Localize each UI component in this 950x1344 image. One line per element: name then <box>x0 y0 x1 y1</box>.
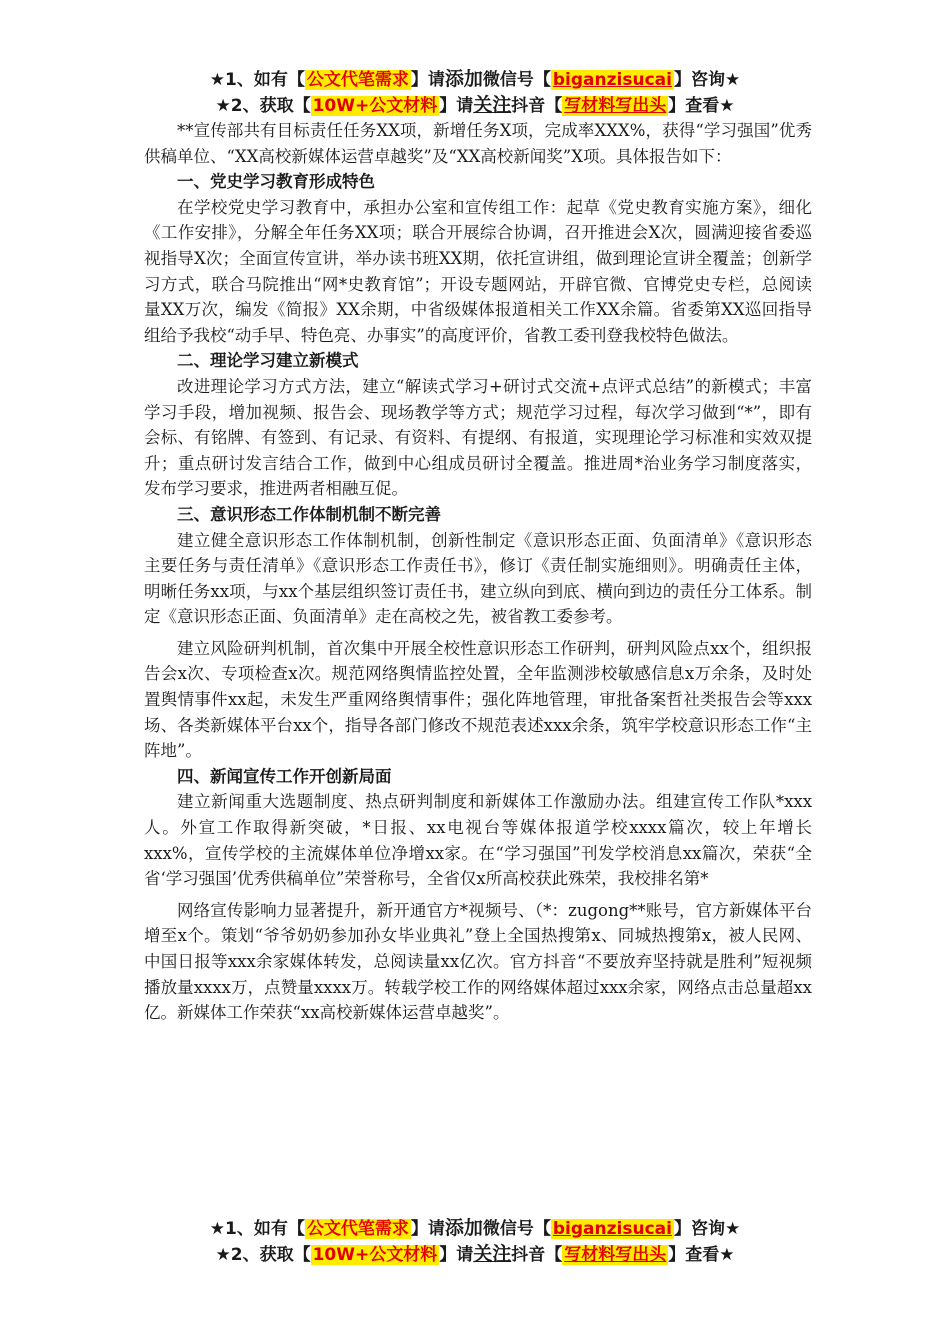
promo-line-1 <box>0 67 950 93</box>
section-paragraph-4b: 网络宣传影响力显著提升，新开通官方*视频号、（*：zugong**账号，官方新媒体平台增至x个。策划“爷爷奶奶参加孙女毕业典礼”登上全国热搜第x、同城热搜第x，被人民网、中国日报等xxx余家媒体转发，总阅读量xx亿次。官方抖音“不要放弃坚持就是胜利”短视频播放量xxxx万，点赞量xxxx万。转载学校工作的网络媒体超过xxx余家，网络点击总量超xx亿。新媒体工作荣获“xx高校新媒体运营卓越奖”。 <box>144 900 812 1023</box>
document-body <box>144 118 812 1026</box>
promo-text: 】咨询★ <box>673 1219 741 1239</box>
section-paragraph-2: 改进理论学习方式方法，建立“解读式学习+研讨式交流+点评式总结”的新模式；丰富学习手段，增加视频、报告会、现场教学等方式；规范学习过程，每次学习做到“*”，即有会标、有铭牌、有签到、有记录、有资料、有提纲、有报道，实现理论学习标准和实效双提升；重点研讨发言结合工作，做到中心组成员研讨全覆盖。推进周*治业务学习制度落实，发布学习要求，推进两者相融互促。 <box>144 376 812 499</box>
highlight-text: 10W+公文材料 <box>312 1245 438 1265</box>
section-paragraph-1: 在学校党史学习教育中，承担办公室和宣传组工作：起草《党史教育实施方案》，细化《工作安排》，分解全年任务XX项；联合开展综合协调，召开推进会X次，圆满迎接省委巡视指导X次；全面宣传宣讲，举办读书班XX期，依托宣讲组，做到理论宣讲全覆盖；创新学习方式，联合马院推出“网*史教育馆”；开设专题网站，开辟官微、官博党史专栏，总阅读量XX万次，编发《简报》XX余期，中省级媒体报道相关工作XX余篇。省委第XX巡回指导组给予我校“动手早、特色亮、办事实”的高度评价，省教工委刊登我校特色做法。 <box>144 197 812 345</box>
emphasis-text: 关注 <box>473 1243 512 1265</box>
promo-line-2 <box>0 1242 950 1268</box>
promo-text: 】请 <box>410 70 445 90</box>
promo-text: 】查看★ <box>668 96 735 116</box>
intro-paragraph: **宣传部共有目标责任任务XX项，新增任务X项，完成率XXX%，获得“学习强国”优秀供稿单位、“XX高校新媒体运营卓越奖”及“XX高校新闻奖”X项。具体报告如下： <box>144 121 812 166</box>
promo-text: 】请 <box>439 1245 474 1265</box>
section-heading-2: 二、理论学习建立新模式 <box>177 351 359 371</box>
promo-text: ★1、如有【 <box>209 1219 305 1239</box>
section-heading-1: 一、党史学习教育形成特色 <box>177 172 375 192</box>
emphasis-text: 添加 <box>444 1217 483 1239</box>
section-heading-4: 四、新闻宣传工作开创新局面 <box>177 766 392 786</box>
highlight-text: 10W+公文材料 <box>312 96 438 116</box>
wechat-id-highlight: biganzisucai <box>552 1219 672 1239</box>
promo-text: 】查看★ <box>668 1245 735 1265</box>
promo-text: 微信号【 <box>482 70 551 90</box>
highlight-text: 公文代笔需求 <box>306 1219 409 1239</box>
highlight-text: 公文代笔需求 <box>306 70 409 90</box>
promo-line-1 <box>0 1216 950 1242</box>
section-paragraph-3a: 建立健全意识形态工作体制机制，创新性制定《意识形态正面、负面清单》《意识形态主要任务与责任清单》《意识形态工作责任书》，修订《责任制实施细则》。明确责任主体，明晰任务xx项，与xx个基层组织签订责任书，建立纵向到底、横向到边的责任分工体系。制定《意识形态正面、负面清单》走在高校之先，被省教工委参考。 <box>144 530 812 627</box>
promo-banner-top <box>0 67 950 119</box>
douyin-id-highlight: 写材料写出头 <box>564 96 667 116</box>
promo-text: 抖音【 <box>511 96 563 116</box>
emphasis-text: 添加 <box>444 68 483 90</box>
emphasis-text: 关注 <box>473 94 512 116</box>
promo-text: ★2、获取【 <box>215 1245 311 1265</box>
promo-text: 微信号【 <box>482 1219 551 1239</box>
section-paragraph-3b: 建立风险研判机制，首次集中开展全校性意识形态工作研判，研判风险点xx个，组织报告会x次、专项检查x次。规范网络舆情监控处置，全年监测涉校敏感信息x万余条，及时处置舆情事件xx起，未发生严重网络舆情事件；强化阵地管理，审批备案哲社类报告会等xxx场、各类新媒体平台xx个，指导各部门修改不规范表述xxx余条，筑牢学校意识形态工作“主阵地”。 <box>144 638 812 761</box>
promo-banner-bottom <box>0 1216 950 1268</box>
douyin-id-highlight: 写材料写出头 <box>564 1245 667 1265</box>
promo-text: ★1、如有【 <box>209 70 305 90</box>
wechat-id-highlight: biganzisucai <box>552 70 672 90</box>
promo-text: 抖音【 <box>511 1245 563 1265</box>
section-heading-3: 三、意识形态工作体制机制不断完善 <box>177 504 441 524</box>
promo-text: 】请 <box>439 96 474 116</box>
section-paragraph-4a: 建立新闻重大选题制度、热点研判制度和新媒体工作激励办法。组建宣传工作队*xxx人。外宣工作取得新突破，*日报、xx电视台等媒体报道学校xxxx篇次，较上年增长xxx%，宣传学校的主流媒体单位净增xx家。在“学习强国”刊发学校消息xx篇次，荣获“全省‘学习强国’优秀供稿单位”荣誉称号，全省仅x所高校获此殊荣，我校排名第* <box>144 792 812 889</box>
promo-text: 】请 <box>410 1219 445 1239</box>
promo-text: ★2、获取【 <box>215 96 311 116</box>
promo-text: 】咨询★ <box>673 70 741 90</box>
promo-line-2 <box>0 93 950 119</box>
